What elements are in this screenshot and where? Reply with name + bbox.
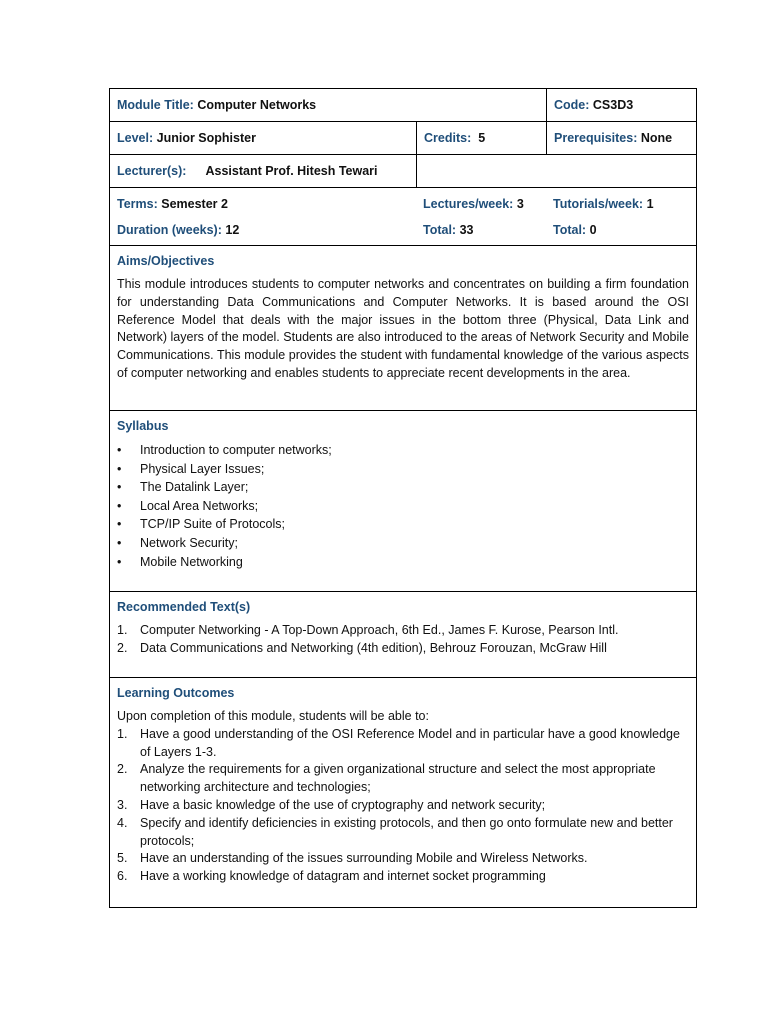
module-descriptor-table	[109, 88, 697, 908]
syllabus-item-text: Introduction to computer networks;	[140, 443, 332, 457]
bullet-icon: •	[117, 517, 122, 532]
code-cell	[546, 89, 696, 121]
module-title-label: Module Title:	[117, 98, 194, 112]
outcome-item	[117, 761, 689, 797]
syllabus-item	[117, 515, 689, 534]
level-label: Level:	[117, 131, 154, 145]
aims-row	[110, 246, 696, 411]
duration-label: Duration (weeks):	[117, 222, 222, 237]
outcome-text: Have a working knowledge of datagram and internet socket programming	[140, 869, 546, 884]
aims-section	[110, 246, 696, 410]
credits-label: Credits:	[424, 131, 472, 145]
syllabus-item	[117, 553, 689, 572]
lectures-total-label: Total:	[423, 222, 457, 237]
texts-row	[110, 592, 696, 678]
texts-title: Recommended Text(s)	[117, 600, 251, 614]
outcomes-section	[110, 678, 696, 907]
outcomes-list	[117, 726, 689, 886]
syllabus-item	[117, 497, 689, 516]
lectures-label: Lectures/week:	[423, 196, 514, 211]
outcome-number: 2.	[117, 762, 128, 777]
syllabus-item-text: TCP/IP Suite of Protocols;	[140, 517, 285, 532]
outcome-item	[117, 797, 689, 815]
lecturer-value: Assistant Prof. Hitesh Tewari	[205, 164, 378, 178]
outcome-number: 5.	[117, 851, 128, 866]
outcomes-row	[110, 678, 696, 907]
terms-cell	[110, 188, 416, 245]
prerequisites-cell	[546, 122, 696, 154]
aims-text: This module introduces students to computer networks and concentrates on building a firm foundation for understanding Data Communications and Computer Networks. It is based around the OSI Reference Model that deals with the major issues in the bottom three (Physical, Data Link and Network) layers of the model. Students are also introduced to the areas of Network Security and Mobile Communications. This module provides the student with fundamental knowledge of the various aspects of computer networking and enables students to appreciate recent developments in the area.	[117, 277, 689, 380]
duration-value: 12	[225, 222, 240, 237]
module-title-cell	[110, 89, 546, 121]
outcome-number: 6.	[117, 869, 128, 884]
bullet-icon: •	[117, 535, 122, 550]
bullet-icon: •	[117, 480, 122, 495]
syllabus-row	[110, 411, 696, 592]
outcome-text: Analyze the requirements for a given organizational structure and select the most appropriate networking architecture and technologies;	[140, 762, 656, 795]
syllabus-title: Syllabus	[117, 419, 169, 433]
tutorials-label: Tutorials/week:	[553, 196, 644, 211]
bullet-icon: •	[117, 498, 122, 513]
syllabus-item-text: The Datalink Layer;	[140, 480, 249, 495]
outcomes-title: Learning Outcomes	[117, 686, 235, 700]
syllabus-item	[117, 478, 689, 497]
outcome-text: Have an understanding of the issues surrounding Mobile and Wireless Networks.	[140, 851, 588, 866]
syllabus-item	[117, 441, 689, 460]
outcome-number: 4.	[117, 815, 128, 830]
outcome-item	[117, 726, 689, 762]
syllabus-item	[117, 460, 689, 479]
syllabus-item	[117, 534, 689, 553]
outcome-text: Specify and identify deficiencies in existing protocols, and then go onto formulate new and better protocols;	[140, 815, 673, 848]
outcome-item	[117, 815, 689, 851]
tutorials-total-value: 0	[589, 222, 597, 237]
text-item-number: 1.	[117, 623, 128, 637]
bullet-icon: •	[117, 554, 122, 569]
tutorials-cell	[546, 188, 696, 245]
outcomes-intro: Upon completion of this module, students will be able to:	[117, 709, 429, 723]
lecturer-label: Lecturer(s):	[117, 164, 187, 178]
lectures-cell	[416, 188, 546, 245]
terms-value: Semester 2	[161, 196, 228, 211]
lecturer-empty-cell	[416, 155, 696, 187]
bullet-icon: •	[117, 443, 122, 457]
outcome-item	[117, 850, 689, 868]
level-value: Junior Sophister	[156, 131, 256, 145]
terms-label: Terms:	[117, 196, 158, 211]
code-value: CS3D3	[592, 98, 634, 112]
prerequisites-label: Prerequisites:	[554, 131, 638, 145]
schedule-row	[110, 188, 696, 246]
lectures-value: 3	[516, 196, 524, 211]
syllabus-item-text: Network Security;	[140, 535, 238, 550]
tutorials-total-label: Total:	[553, 222, 587, 237]
lecturer-row	[110, 155, 696, 188]
text-item-text: Data Communications and Networking (4th edition), Behrouz Forouzan, McGraw Hill	[140, 640, 607, 655]
texts-section	[110, 592, 696, 677]
prerequisites-value: None	[640, 131, 673, 145]
outcome-number: 3.	[117, 797, 128, 812]
text-item	[117, 622, 689, 640]
credits-cell	[416, 122, 546, 154]
outcome-item	[117, 868, 689, 886]
level-row	[110, 122, 696, 155]
module-title-value: Computer Networks	[197, 98, 317, 112]
aims-title: Aims/Objectives	[117, 254, 215, 268]
bullet-icon: •	[117, 461, 122, 476]
text-item-text: Computer Networking - A Top-Down Approach, 6th Ed., James F. Kurose, Pearson Intl.	[140, 623, 619, 637]
syllabus-item-text: Local Area Networks;	[140, 498, 259, 513]
outcome-text: Have a good understanding of the OSI Reference Model and in particular have a good knowledge of Layers 1-3.	[140, 726, 680, 759]
level-cell	[110, 122, 416, 154]
syllabus-item-text: Mobile Networking	[140, 554, 243, 569]
outcome-text: Have a basic knowledge of the use of cryptography and network security;	[140, 797, 546, 812]
texts-list	[117, 622, 689, 658]
syllabus-item-text: Physical Layer Issues;	[140, 461, 265, 476]
text-item-number: 2.	[117, 640, 128, 655]
tutorials-value: 1	[646, 196, 654, 211]
text-item	[117, 640, 689, 658]
lecturer-cell	[110, 155, 416, 187]
outcome-number: 1.	[117, 726, 128, 741]
syllabus-list	[117, 441, 689, 571]
code-label: Code:	[554, 98, 590, 112]
syllabus-section	[110, 411, 696, 591]
credits-value: 5	[478, 131, 486, 145]
lectures-total-value: 33	[459, 222, 474, 237]
title-row	[110, 89, 696, 122]
